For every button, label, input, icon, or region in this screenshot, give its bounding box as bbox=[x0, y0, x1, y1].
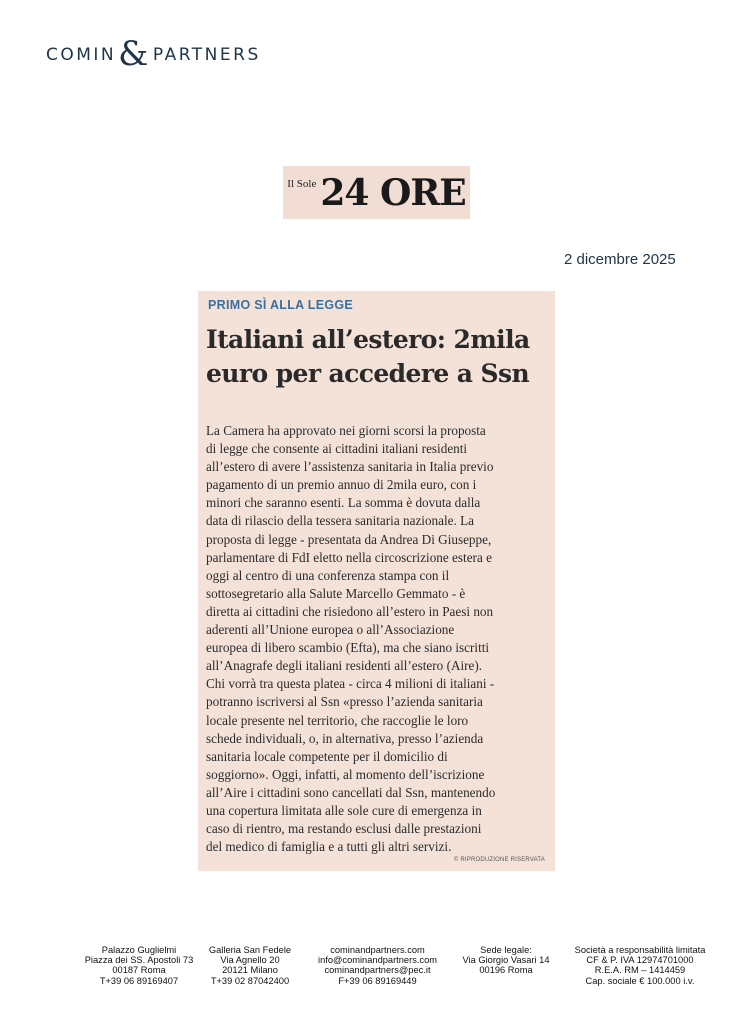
footer-line: Palazzo Guglielmi bbox=[101, 945, 177, 955]
body-line: caso di rientro, ma restando esclusi dalle prestazioni bbox=[206, 821, 482, 837]
footer-line: R.E.A. RM – 1414459 bbox=[594, 965, 686, 976]
footer-line: 00187 Roma bbox=[112, 965, 166, 976]
body-line: Chi vorrà tra questa platea - circa 4 milioni di italiani - bbox=[206, 676, 495, 692]
footer-line: Via Giorgio Vasari 14 bbox=[462, 955, 550, 966]
body-line: di legge che consente ai cittadini italiani residenti bbox=[206, 441, 468, 457]
footer-line: Via Agnello 20 bbox=[220, 955, 280, 966]
sole-24-ore-masthead bbox=[283, 166, 470, 219]
reproduction-notice: © RIPRODUZIONE RISERVATA bbox=[453, 857, 545, 863]
logo-ampersand: & bbox=[118, 34, 151, 74]
footer-line: Galleria San Fedele bbox=[208, 945, 292, 955]
footer-line: Sede legale: bbox=[480, 945, 532, 955]
body-line: aderenti all’Unione europea o all’Associazione bbox=[206, 622, 455, 638]
body-line: diretta ai cittadini che risiedono all’estero in Paesi non bbox=[206, 603, 494, 619]
body-line: all’estero di avere l’assistenza sanitaria in Italia previo bbox=[206, 459, 494, 475]
footer-line: CF & P. IVA 12974701000 bbox=[586, 955, 694, 966]
body-line: soggiorno». Oggi, infatti, al momento dell’iscrizione bbox=[206, 766, 485, 782]
body-line: parlamentare di FdI eletto nella circoscrizione estera e bbox=[206, 549, 492, 565]
footer-legal-seat bbox=[456, 945, 556, 976]
body-line: minori che saranno esenti. La somma è dovuta dalla bbox=[206, 495, 481, 511]
comin-partners-logo bbox=[46, 34, 261, 74]
body-line: data di rilascio della tessera sanitaria nazionale. La bbox=[206, 513, 475, 529]
headline-line: Italiani all’estero: 2mila bbox=[206, 325, 530, 354]
logo-text-right: PARTNERS bbox=[152, 45, 261, 65]
footer-line: Cap. sociale € 100.000 i.v. bbox=[585, 975, 695, 986]
article-clipping bbox=[198, 291, 555, 871]
body-line: una copertura limitata alle sole cure di emergenza in bbox=[206, 802, 482, 818]
footer-line: F+39 06 89169449 bbox=[338, 975, 417, 986]
article-headline bbox=[206, 323, 551, 391]
article-body bbox=[206, 422, 551, 856]
body-line: all’Anagrafe degli italiani residenti all’estero (Aire). bbox=[206, 658, 483, 674]
body-line: sottosegretario alla Salute Marcello Gemmato - è bbox=[206, 585, 466, 601]
body-line: potranno iscriversi al Ssn «presso l’azienda sanitaria bbox=[206, 694, 483, 710]
footer-line: info@cominandpartners.com bbox=[318, 955, 437, 966]
footer-contacts bbox=[310, 945, 445, 986]
masthead-big-text: 24 ORE bbox=[320, 171, 466, 214]
footer-milan-office bbox=[200, 945, 300, 986]
publication-date: 2 dicembre 2025 bbox=[564, 251, 676, 268]
article-kicker: PRIMO SÌ ALLA LEGGE bbox=[208, 298, 354, 312]
body-line: schede individuali, o, in alternativa, presso l’azienda bbox=[206, 730, 484, 746]
body-line: locale presente nel territorio, che raccoglie le loro bbox=[206, 712, 469, 728]
footer-line: Società a responsabilità limitata bbox=[574, 945, 706, 955]
body-line: all’Aire i cittadini sono cancellati dal Ssn, mantenendo bbox=[206, 784, 496, 800]
footer-rome-office bbox=[84, 945, 194, 986]
footer-line: 00196 Roma bbox=[479, 965, 533, 976]
footer-line: 20121 Milano bbox=[222, 965, 278, 976]
logo-text-left: COMIN bbox=[46, 45, 117, 65]
footer-line: cominandpartners@pec.it bbox=[324, 965, 431, 976]
footer-company-info bbox=[565, 945, 715, 986]
headline-line: euro per accedere a Ssn bbox=[206, 359, 530, 388]
body-line: oggi al centro di una conferenza stampa con il bbox=[206, 567, 450, 583]
body-line: pagamento di un premio annuo di 2mila euro, con i bbox=[206, 477, 477, 493]
page-footer bbox=[0, 945, 737, 985]
footer-line: cominandpartners.com bbox=[330, 945, 425, 955]
body-line: sanitaria locale competente per il domicilio di bbox=[206, 748, 448, 764]
body-line: europea di libero scambio (Efta), ma che siano iscritti bbox=[206, 640, 490, 656]
body-line: La Camera ha approvato nei giorni scorsi la proposta bbox=[206, 423, 486, 438]
footer-line: T+39 06 89169407 bbox=[99, 975, 179, 986]
masthead-small-text: Il Sole bbox=[287, 177, 317, 190]
footer-line: Piazza dei SS. Apostoli 73 bbox=[84, 955, 194, 966]
body-line: proposta di legge - presentata da Andrea Di Giuseppe, bbox=[206, 531, 492, 547]
footer-line: T+39 02 87042400 bbox=[210, 975, 290, 986]
body-line: del medico di famiglia e a tutti gli altri servizi. bbox=[206, 839, 452, 855]
